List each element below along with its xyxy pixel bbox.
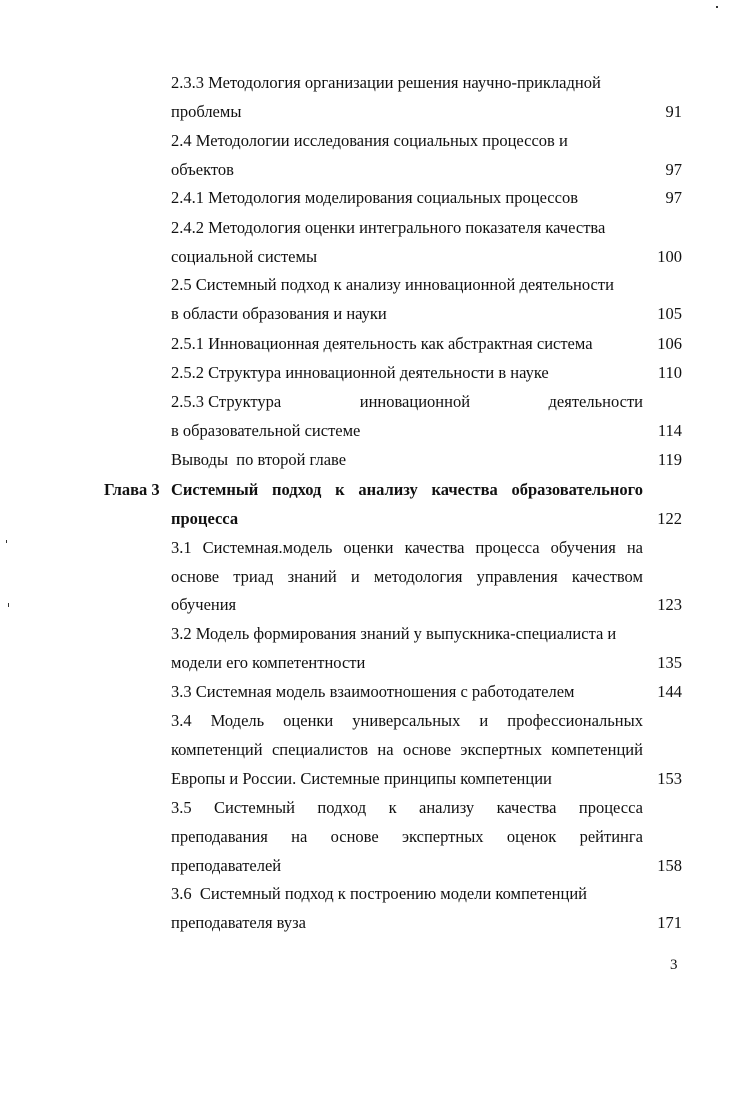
toc-line bbox=[0, 593, 733, 617]
toc-entry-text: модели его компетентности bbox=[171, 653, 366, 672]
chapter-label: Глава 3 bbox=[104, 480, 160, 499]
scan-speck bbox=[716, 6, 718, 8]
toc-line bbox=[0, 796, 733, 820]
toc-line bbox=[0, 767, 733, 791]
toc-page-number: 122 bbox=[657, 509, 682, 528]
toc-line bbox=[0, 273, 733, 297]
toc-line bbox=[0, 536, 733, 560]
toc-entry-justified bbox=[171, 825, 643, 849]
toc-word: качества bbox=[404, 538, 465, 557]
toc-entry-text: 2.4 Методологии исследования социальных процессов и bbox=[171, 131, 568, 150]
toc-word: преподавания bbox=[171, 827, 268, 846]
toc-word: обучения bbox=[550, 538, 616, 557]
toc-word: методология bbox=[373, 567, 463, 586]
scan-speck bbox=[8, 603, 9, 607]
toc-entry-justified bbox=[171, 738, 643, 762]
toc-entry-text: процесса bbox=[171, 509, 239, 528]
page-number: 3 bbox=[670, 957, 678, 973]
toc-word: универсальных bbox=[352, 711, 461, 730]
toc-entry-text: 2.5 Системный подход к анализу инновационной деятельности bbox=[171, 275, 614, 294]
toc-word: к bbox=[335, 480, 345, 499]
toc-entry-justified bbox=[171, 796, 643, 820]
toc-page-number: 135 bbox=[657, 653, 682, 672]
toc-word: триад bbox=[233, 567, 274, 586]
toc-word: знаний bbox=[287, 567, 337, 586]
toc-word: Системная.модель bbox=[202, 538, 333, 557]
toc-page-number: 158 bbox=[657, 856, 682, 875]
toc-page-number: 97 bbox=[665, 160, 682, 179]
toc-entry-text: объектов bbox=[171, 160, 234, 179]
toc-line bbox=[0, 651, 733, 675]
toc-word: качества bbox=[431, 480, 498, 499]
scan-speck bbox=[6, 540, 7, 543]
toc-word: компетенций bbox=[171, 740, 263, 759]
toc-word: инновационной bbox=[359, 392, 471, 411]
toc-line bbox=[0, 100, 733, 124]
toc-page-number: 106 bbox=[657, 334, 682, 353]
toc-line bbox=[0, 129, 733, 153]
toc-word: оценки bbox=[283, 711, 334, 730]
toc-page-number: 100 bbox=[657, 247, 682, 266]
toc-entry-justified bbox=[171, 390, 643, 414]
toc-word: основе bbox=[171, 567, 220, 586]
toc-entry-text: в образовательной системе bbox=[171, 421, 361, 440]
toc-word: и bbox=[479, 711, 489, 730]
toc-entry-text: 2.5.1 Инновационная деятельность как абстрактная система bbox=[171, 334, 593, 353]
toc-entry-text: в области образования и науки bbox=[171, 304, 387, 323]
toc-page-number: 91 bbox=[665, 102, 682, 121]
toc-word: на bbox=[626, 538, 643, 557]
toc-entry-justified bbox=[171, 478, 643, 502]
toc-word: процесса bbox=[578, 798, 643, 817]
toc-word: Системный bbox=[171, 480, 259, 499]
toc-entry-text: преподавателей bbox=[171, 856, 282, 875]
toc-line bbox=[0, 361, 733, 385]
toc-page-number: 171 bbox=[657, 913, 682, 932]
toc-word: анализу bbox=[358, 480, 418, 499]
toc-entry-text: 3.2 Модель формирования знаний у выпускника-специалиста и bbox=[171, 624, 617, 643]
toc-page-number: 97 bbox=[665, 188, 682, 207]
toc-word: качества bbox=[496, 798, 557, 817]
toc-entry-text: 2.5.2 Структура инновационной деятельности в науке bbox=[171, 363, 549, 382]
toc-line bbox=[0, 448, 733, 472]
toc-entry-justified bbox=[171, 565, 643, 589]
toc-line bbox=[0, 419, 733, 443]
toc-line bbox=[0, 332, 733, 356]
toc-line bbox=[0, 158, 733, 182]
toc-line bbox=[0, 186, 733, 210]
toc-word: подход bbox=[317, 798, 367, 817]
toc-page-number: 110 bbox=[657, 363, 682, 382]
toc-word: на bbox=[291, 827, 308, 846]
toc-line bbox=[0, 302, 733, 326]
toc-entry-text: 2.4.1 Методология моделирования социальных процессов bbox=[171, 188, 578, 207]
toc-line bbox=[0, 709, 733, 733]
toc-line bbox=[0, 738, 733, 762]
toc-entry-text: Выводы по второй главе bbox=[171, 450, 347, 469]
toc-line bbox=[0, 390, 733, 414]
toc-word: экспертных bbox=[460, 740, 542, 759]
toc-entry-text: 2.3.3 Методология организации решения научно-прикладной bbox=[171, 73, 601, 92]
toc-word: основе bbox=[402, 740, 452, 759]
toc-word: специалистов bbox=[271, 740, 368, 759]
toc-page-number: 119 bbox=[657, 450, 682, 469]
toc-page-number: 123 bbox=[657, 595, 682, 614]
toc-word: на bbox=[377, 740, 394, 759]
toc-line bbox=[0, 825, 733, 849]
toc-line bbox=[0, 882, 733, 906]
toc-line bbox=[0, 911, 733, 935]
toc-entry-justified bbox=[171, 709, 643, 733]
toc-word: и bbox=[350, 567, 360, 586]
toc-entry-text: преподавателя вуза bbox=[171, 913, 306, 932]
toc-page-number: 144 bbox=[657, 682, 682, 701]
toc-word: 3.1 bbox=[171, 538, 192, 557]
toc-word: подход bbox=[272, 480, 322, 499]
toc-word: процесса bbox=[475, 538, 540, 557]
toc-word: 3.4 bbox=[171, 711, 192, 730]
toc-entry-justified bbox=[171, 536, 643, 560]
toc-line bbox=[0, 245, 733, 269]
toc-line bbox=[0, 507, 733, 531]
toc-entry-text: проблемы bbox=[171, 102, 242, 121]
toc-word: Системный bbox=[214, 798, 295, 817]
toc-word: оценки bbox=[343, 538, 394, 557]
toc-entry-text: социальной системы bbox=[171, 247, 318, 266]
toc-entry-text: Европы и России. Системные принципы компетенции bbox=[171, 769, 552, 788]
toc-entry-text: 3.6 Системный подход к построению модели компетенций bbox=[171, 884, 587, 903]
toc-chapter-line bbox=[0, 478, 733, 502]
toc-line bbox=[0, 216, 733, 240]
toc-word: деятельности bbox=[548, 392, 643, 411]
toc-page-number: 114 bbox=[657, 421, 682, 440]
toc-entry-text: 3.3 Системная модель взаимоотношения с работодателем bbox=[171, 682, 575, 701]
toc-word: профессиональных bbox=[507, 711, 643, 730]
toc-word: качеством bbox=[571, 567, 643, 586]
toc-word: экспертных bbox=[401, 827, 484, 846]
toc-word: Модель bbox=[210, 711, 265, 730]
toc-entry-text: обучения bbox=[171, 595, 237, 614]
toc-word: анализу bbox=[419, 798, 475, 817]
toc-word: оценок bbox=[506, 827, 557, 846]
toc-line bbox=[0, 854, 733, 878]
toc-word: основе bbox=[330, 827, 379, 846]
toc-page-number: 153 bbox=[657, 769, 682, 788]
toc-word: 3.5 bbox=[171, 798, 192, 817]
toc-word: 2.5.3 Структура bbox=[171, 392, 282, 411]
toc-word: к bbox=[388, 798, 397, 817]
toc-line bbox=[0, 71, 733, 95]
toc-page-number: 105 bbox=[657, 304, 682, 323]
toc-entry-text: 2.4.2 Методология оценки интегрального показателя качества bbox=[171, 218, 606, 237]
toc-line bbox=[0, 565, 733, 589]
toc-word: компетенций bbox=[551, 740, 643, 759]
toc-word: управления bbox=[476, 567, 558, 586]
toc-word: образовательного bbox=[511, 480, 643, 499]
toc-line bbox=[0, 622, 733, 646]
toc-word: рейтинга bbox=[579, 827, 643, 846]
toc-line bbox=[0, 680, 733, 704]
